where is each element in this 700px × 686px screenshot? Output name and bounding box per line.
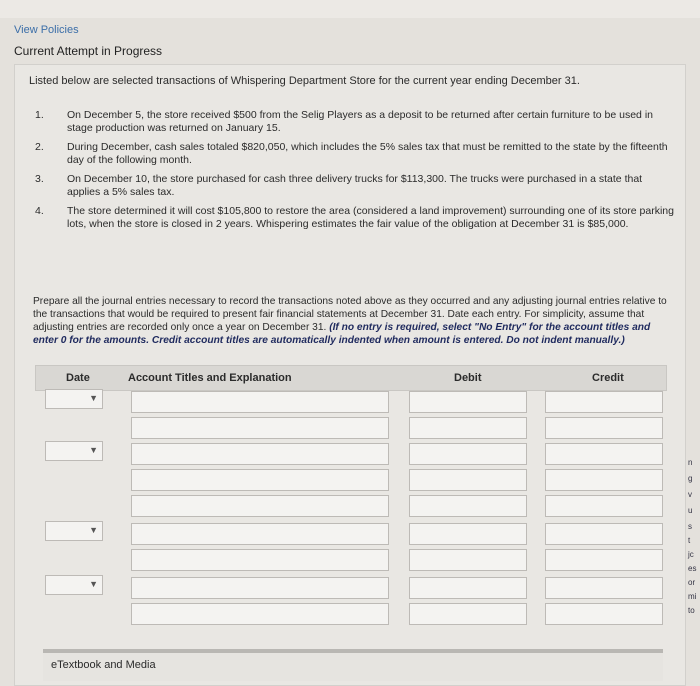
column-header-credit: Credit	[592, 372, 624, 384]
instructions	[33, 295, 673, 347]
debit-input[interactable]	[409, 391, 527, 413]
column-header-debit: Debit	[454, 372, 482, 384]
edge-fragment: s	[688, 522, 692, 531]
question-panel	[14, 64, 686, 686]
transaction-text: On December 5, the store received $500 from the Selig Players as a deposit to be returned after certain furniture to be used in stage production was returned on January 15.	[67, 109, 653, 134]
view-policies-link[interactable]: View Policies	[14, 24, 79, 36]
transaction-text: The store determined it will cost $105,800 to restore the area (considered a land improvement) surrounding one of its store parking lots, when the store is closed in 2 years. Whispering estimates the fair value of the obligation at December 31 is $85,000.	[67, 205, 674, 230]
account-title-input[interactable]	[131, 443, 389, 465]
transaction-number: 4.	[35, 205, 44, 217]
attempt-status-title: Current Attempt in Progress	[14, 44, 163, 58]
debit-input[interactable]	[409, 577, 527, 599]
account-title-input[interactable]	[131, 495, 389, 517]
column-header-account: Account Titles and Explanation	[128, 372, 292, 384]
transaction-number: 2.	[35, 141, 44, 153]
edge-fragment: to	[688, 606, 695, 615]
column-header-date: Date	[66, 372, 90, 384]
edge-fragment: es	[688, 564, 697, 573]
problem-intro: Listed below are selected transactions of Whispering Department Store for the current year ending December 31.	[29, 75, 580, 87]
top-strip	[0, 0, 700, 18]
edge-fragment: v	[688, 490, 692, 499]
account-title-input[interactable]	[131, 523, 389, 545]
edge-fragment: g	[688, 474, 693, 483]
debit-input[interactable]	[409, 443, 527, 465]
chevron-down-icon: ▼	[89, 445, 98, 455]
debit-input[interactable]	[409, 495, 527, 517]
transaction-number: 3.	[35, 173, 44, 185]
credit-input[interactable]	[545, 443, 663, 465]
edge-fragment: t	[688, 536, 691, 545]
edge-fragment: jc	[688, 550, 694, 559]
account-title-input[interactable]	[131, 391, 389, 413]
credit-input[interactable]	[545, 577, 663, 599]
instructions-note: (If no entry is required, select "No Entry" for the account titles and enter 0 for the amounts. Credit account titles are automatically indented when amount is entered. Do not indent manually.)	[33, 322, 651, 346]
transaction-text: During December, cash sales totaled $820,050, which includes the 5% sales tax that must be remitted to the state by the fifteenth day of the following month.	[67, 141, 668, 166]
transaction-text: On December 10, the store purchased for cash three delivery trucks for $113,300. The trucks were purchased in a state that applies a 5% sales tax.	[67, 173, 643, 198]
chevron-down-icon: ▼	[89, 393, 98, 403]
date-select[interactable]	[45, 521, 103, 541]
etextbook-bar[interactable]	[43, 649, 663, 681]
transaction-list	[25, 109, 675, 237]
transaction-item	[25, 205, 675, 231]
account-title-input[interactable]	[131, 577, 389, 599]
credit-input[interactable]	[545, 495, 663, 517]
debit-input[interactable]	[409, 469, 527, 491]
date-select[interactable]	[45, 389, 103, 409]
date-select[interactable]	[45, 575, 103, 595]
credit-input[interactable]	[545, 391, 663, 413]
credit-input[interactable]	[545, 469, 663, 491]
credit-input[interactable]	[545, 417, 663, 439]
chevron-down-icon: ▼	[89, 579, 98, 589]
transaction-item	[25, 173, 675, 199]
debit-input[interactable]	[409, 549, 527, 571]
chevron-down-icon: ▼	[89, 525, 98, 535]
account-title-input[interactable]	[131, 603, 389, 625]
journal-table-header	[35, 365, 667, 391]
credit-input[interactable]	[545, 603, 663, 625]
account-title-input[interactable]	[131, 417, 389, 439]
account-title-input[interactable]	[131, 469, 389, 491]
date-select[interactable]	[45, 441, 103, 461]
account-title-input[interactable]	[131, 549, 389, 571]
edge-fragment: or	[688, 578, 696, 587]
etextbook-link[interactable]: eTextbook and Media	[51, 659, 156, 671]
edge-fragment: u	[688, 506, 693, 515]
credit-input[interactable]	[545, 523, 663, 545]
credit-input[interactable]	[545, 549, 663, 571]
edge-fragment: mi	[688, 592, 697, 601]
edge-fragment: n	[688, 458, 693, 467]
transaction-item	[25, 109, 675, 135]
debit-input[interactable]	[409, 417, 527, 439]
debit-input[interactable]	[409, 603, 527, 625]
transaction-number: 1.	[35, 109, 44, 121]
transaction-item	[25, 141, 675, 167]
instructions-text: Prepare all the journal entries necessary to record the transactions noted above as they occurred and any adjusting journal entries relative to the transactions that would be required to present fair financial statements at December 31. Date each entry. For simplicity, assume that adjusting entries are recorded only once a year on December 31.	[33, 296, 667, 333]
debit-input[interactable]	[409, 523, 527, 545]
